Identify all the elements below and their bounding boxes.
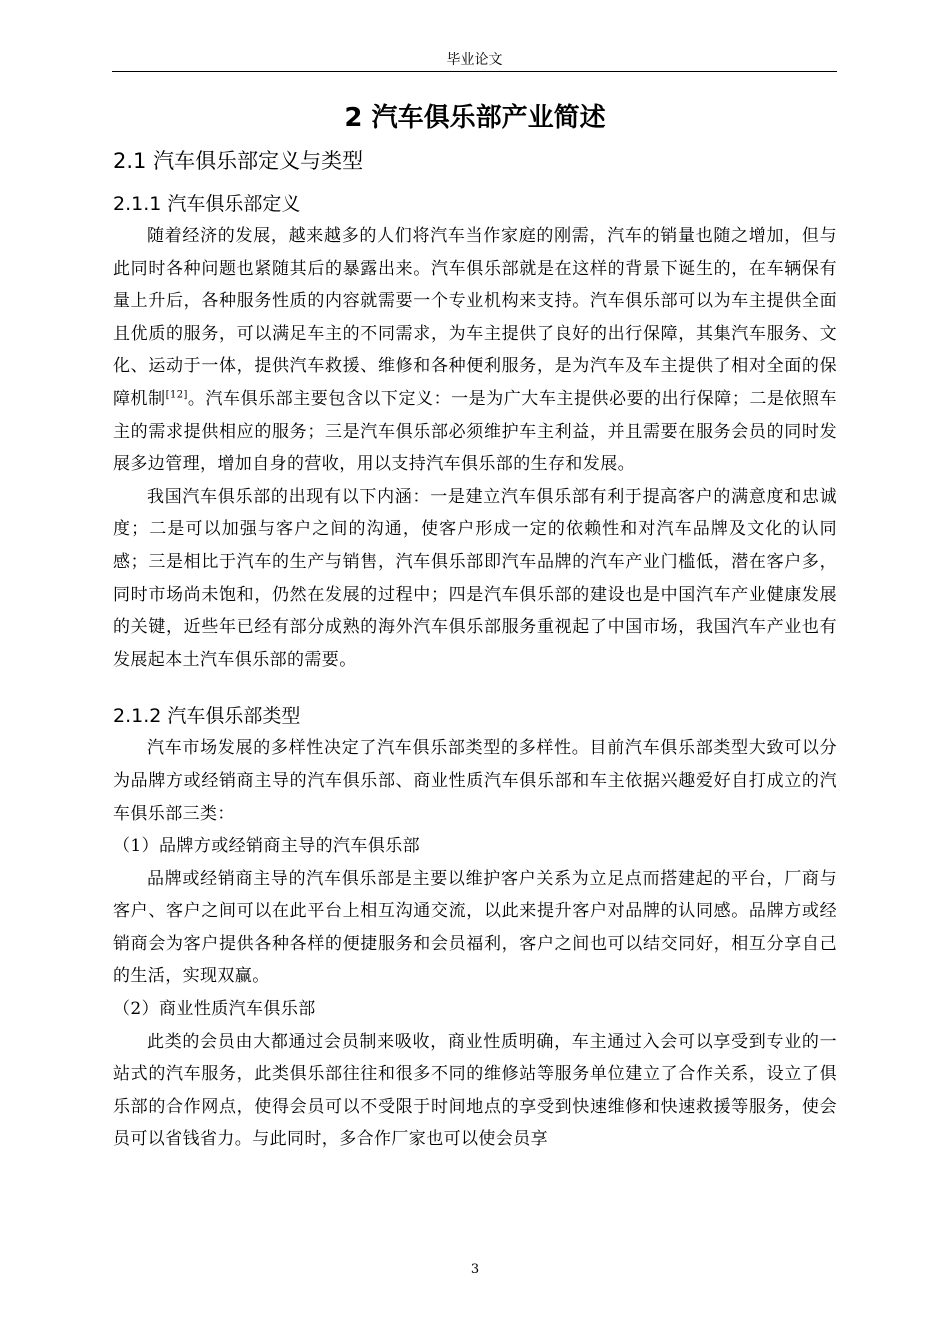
page-number: 3	[470, 1262, 480, 1277]
paragraph-types-intro: 汽车市场发展的多样性决定了汽车俱乐部类型的多样性。目前汽车俱乐部类型大致可以分为品牌方或经销商主导的汽车俱乐部、商业性质汽车俱乐部和车主依据兴趣爱好自打成立的汽车俱乐部三类：	[113, 738, 837, 824]
page-content	[113, 100, 837, 1156]
paragraph-definition	[113, 220, 837, 481]
paragraph-type-2: 此类的会员由大都通过会员制来吸收，商业性质明确，车主通过入会可以享受到专业的一站式的汽车服务，此类俱乐部往往和很多不同的维修站等服务单位建立了合作关系，设立了俱乐部的合作网点，使得会员可以不受限于时间地点的享受到快速维修和快速救援等服务，使会员可以省钱省力。与此同时，多合作厂家也可以使会员享	[113, 1031, 837, 1150]
list-item-title-2: （2）商业性质汽车俱乐部	[113, 999, 316, 1020]
paragraph-type-1: 品牌或经销商主导的汽车俱乐部是主要以维护客户关系为立足点而搭建起的平台，厂商与客户、客户之间可以在此平台上相互沟通交流，以此来提升客户对品牌的认同感。品牌方或经销商会为客户提供各种各样的便捷服务和会员福利，客户之间也可以结交同好，相互分享自己的生活，实现双赢。	[113, 868, 837, 987]
citation-marker: [12]	[165, 389, 188, 401]
list-item-title-1: （1）品牌方或经销商主导的汽车俱乐部	[113, 836, 421, 857]
subsection-title-2-1-1: 2.1.1 汽车俱乐部定义	[113, 193, 301, 215]
paragraph-definition-part2: 。汽车俱乐部主要包含以下定义：一是为广大车主提供必要的出行保障；二是依照车主的需求提供相应的服务；三是汽车俱乐部必须维护车主利益，并且需要在服务会员的同时发展多边管理，增加自身的营收，用以支持汽车俱乐部的生存和发展。	[113, 388, 837, 475]
paragraph-connotation: 我国汽车俱乐部的出现有以下内涵：一是建立汽车俱乐部有利于提高客户的满意度和忠诚度；二是可以加强与客户之间的沟通，使客户形成一定的依赖性和对汽车品牌及文化的认同感；三是相比于汽车的生产与销售，汽车俱乐部即汽车品牌的汽车产业门槛低，潜在客户多，同时市场尚未饱和，仍然在发展的过程中；四是汽车俱乐部的建设也是中国汽车产业健康发展的关键，近些年已经有部分成熟的海外汽车俱乐部服务重视起了中国市场，我国汽车产业也有发展起本土汽车俱乐部的需要。	[113, 486, 837, 670]
chapter-title: 2 汽车俱乐部产业简述	[344, 103, 606, 133]
section-title-2-1: 2.1 汽车俱乐部定义与类型	[113, 149, 364, 173]
running-header: 毕业论文	[446, 52, 503, 68]
header-rule	[112, 71, 837, 72]
subsection-title-2-1-2: 2.1.2 汽车俱乐部类型	[113, 705, 301, 728]
paragraph-definition-part1: 随着经济的发展，越来越多的人们将汽车当作家庭的刚需，汽车的销量也随之增加，但与此同时各种问题也紧随其后的暴露出来。汽车俱乐部就是在这样的背景下诞生的，在车辆保有量上升后，各种服务性质的内容就需要一个专业机构来支持。汽车俱乐部可以为车主提供全面且优质的服务，可以满足车主的不同需求，为车主提供了良好的出行保障，其集汽车服务、文化、运动于一体，提供汽车救援、维修和各种便利服务，是为汽车及车主提供了相对全面的保障机制	[113, 226, 837, 409]
